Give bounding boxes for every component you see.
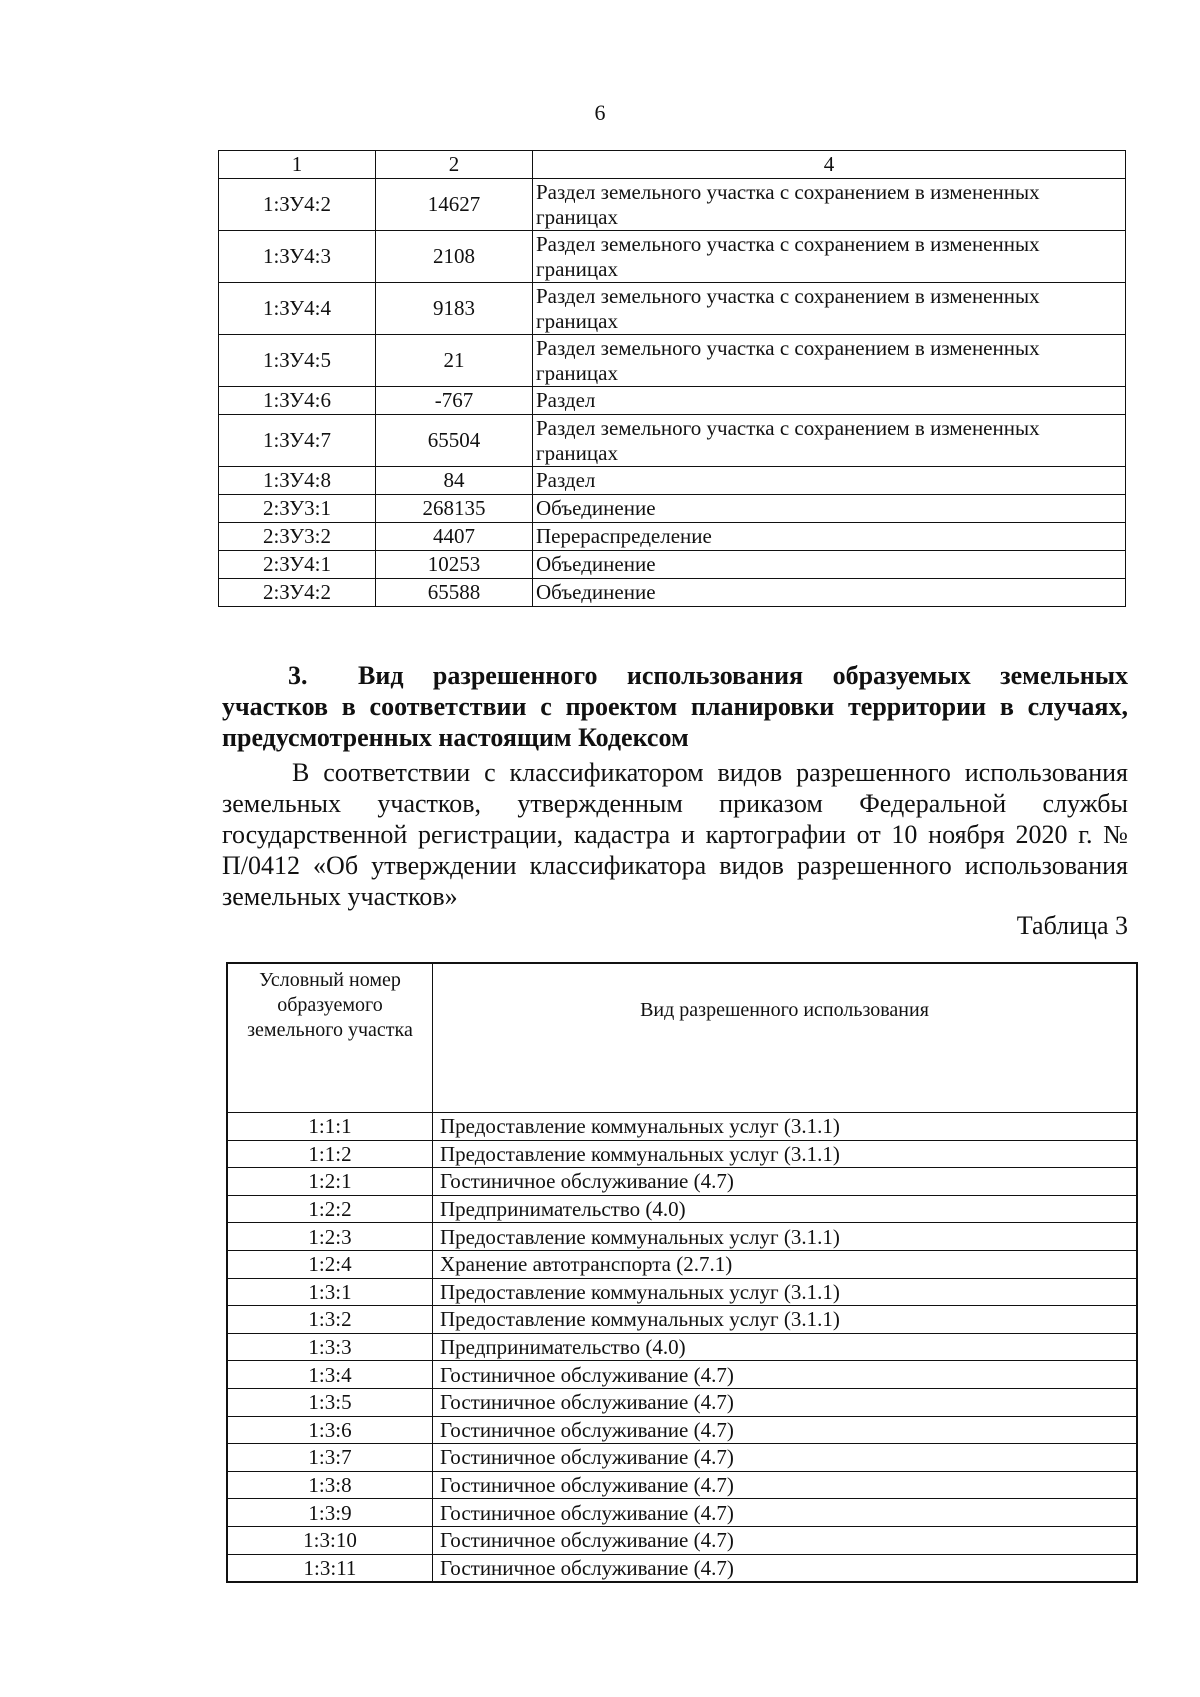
table-row: [219, 467, 1126, 495]
plot-code-cell: 1:ЗУ4:8: [219, 467, 376, 495]
column-header-4: 4: [533, 151, 1126, 179]
land-plots-table-continuation: [218, 150, 1126, 607]
table-row: [219, 283, 1126, 335]
table-row: [227, 1554, 1137, 1582]
formation-method-cell: Объединение: [533, 495, 1126, 523]
plot-number-cell: 1:3:4: [227, 1361, 433, 1389]
plot-number-cell: 1:3:10: [227, 1526, 433, 1554]
table-row: [227, 1471, 1137, 1499]
permitted-use-cell: Гостиничное обслуживание (4.7): [433, 1444, 1138, 1472]
permitted-use-cell: Гостиничное обслуживание (4.7): [433, 1554, 1138, 1582]
permitted-use-table: [226, 962, 1138, 1583]
plot-code-cell: 2:ЗУ4:1: [219, 551, 376, 579]
formation-method-cell: Перераспределение: [533, 523, 1126, 551]
table-row: [227, 1250, 1137, 1278]
table-row: [219, 335, 1126, 387]
table-row: [227, 1306, 1137, 1334]
plot-number-cell: 1:3:3: [227, 1333, 433, 1361]
table-row: [227, 1499, 1137, 1527]
section-heading-text: Вид разрешенного использования образуемых земельных участков в соответствии с проектом планировки территории в случаях, предусмотренных настоящим Кодексом: [222, 661, 1128, 752]
plot-code-cell: 1:ЗУ4:7: [219, 415, 376, 467]
column-header-permitted-use: Вид разрешенного использования: [433, 963, 1138, 1113]
plot-code-cell: 2:ЗУ4:2: [219, 579, 376, 607]
permitted-use-cell: Предоставление коммунальных услуг (3.1.1): [433, 1113, 1138, 1141]
permitted-use-cell: Гостиничное обслуживание (4.7): [433, 1361, 1138, 1389]
area-cell: 14627: [376, 179, 533, 231]
permitted-use-cell: Гостиничное обслуживание (4.7): [433, 1471, 1138, 1499]
table-row: [227, 1526, 1137, 1554]
formation-method-cell: Раздел земельного участка с сохранением в измененных границах: [533, 231, 1126, 283]
formation-method-cell: Объединение: [533, 579, 1126, 607]
permitted-use-cell: Предпринимательство (4.0): [433, 1195, 1138, 1223]
permitted-use-cell: Предоставление коммунальных услуг (3.1.1): [433, 1278, 1138, 1306]
table-caption: Таблица 3: [1016, 911, 1128, 940]
table-row: [227, 1195, 1137, 1223]
area-cell: 10253: [376, 551, 533, 579]
plot-number-cell: 1:3:6: [227, 1416, 433, 1444]
plot-number-cell: 1:2:3: [227, 1223, 433, 1251]
formation-method-cell: Раздел земельного участка с сохранением в измененных границах: [533, 179, 1126, 231]
area-cell: 21: [376, 335, 533, 387]
plot-code-cell: 1:ЗУ4:3: [219, 231, 376, 283]
table-row: [227, 1333, 1137, 1361]
plot-code-cell: 1:ЗУ4:6: [219, 387, 376, 415]
table-body: [219, 179, 1126, 607]
formation-method-cell: Раздел: [533, 467, 1126, 495]
formation-method-cell: Раздел: [533, 387, 1126, 415]
table-row: [227, 1388, 1137, 1416]
permitted-use-cell: Предоставление коммунальных услуг (3.1.1): [433, 1140, 1138, 1168]
table-row: [227, 1444, 1137, 1472]
table-row: [227, 1223, 1137, 1251]
permitted-use-cell: Хранение автотранспорта (2.7.1): [433, 1250, 1138, 1278]
formation-method-cell: Раздел земельного участка с сохранением в измененных границах: [533, 415, 1126, 467]
table-body: [227, 1113, 1137, 1583]
area-cell: 65504: [376, 415, 533, 467]
permitted-use-cell: Гостиничное обслуживание (4.7): [433, 1168, 1138, 1196]
table-row: [227, 1361, 1137, 1389]
table-row: [219, 523, 1126, 551]
permitted-use-cell: Предоставление коммунальных услуг (3.1.1): [433, 1306, 1138, 1334]
permitted-use-cell: Гостиничное обслуживание (4.7): [433, 1499, 1138, 1527]
column-header-2: 2: [376, 151, 533, 179]
plot-number-cell: 1:2:4: [227, 1250, 433, 1278]
table-row: [219, 231, 1126, 283]
column-header-1: 1: [219, 151, 376, 179]
permitted-use-cell: Предпринимательство (4.0): [433, 1333, 1138, 1361]
plot-number-cell: 1:3:9: [227, 1499, 433, 1527]
plot-number-cell: 1:3:8: [227, 1471, 433, 1499]
plot-number-cell: 1:1:1: [227, 1113, 433, 1141]
area-cell: 84: [376, 467, 533, 495]
plot-code-cell: 2:ЗУ3:1: [219, 495, 376, 523]
area-cell: 268135: [376, 495, 533, 523]
table-row: [227, 1113, 1137, 1141]
table-row: [219, 387, 1126, 415]
table-row: [219, 495, 1126, 523]
column-header-plot-number: Условный номер образуемого земельного участка: [227, 963, 433, 1113]
area-cell: 65588: [376, 579, 533, 607]
table-row: [219, 179, 1126, 231]
plot-code-cell: 1:ЗУ4:5: [219, 335, 376, 387]
table-row: [227, 1168, 1137, 1196]
section-body: В соответствии с классификатором видов разрешенного использования земельных участков, утвержденным приказом Федеральной службы государственной регистрации, кадастра и картографии от 10 ноября 2020 г. № П/0412 «Об утверждении классификатора видов разрешенного использования земельных участков»: [222, 758, 1128, 911]
permitted-use-cell: Гостиничное обслуживание (4.7): [433, 1416, 1138, 1444]
table-header-row: [219, 151, 1126, 179]
plot-number-cell: 1:3:1: [227, 1278, 433, 1306]
table-header-row: [227, 963, 1137, 1113]
plot-code-cell: 2:ЗУ3:2: [219, 523, 376, 551]
plot-number-cell: 1:3:5: [227, 1388, 433, 1416]
area-cell: 9183: [376, 283, 533, 335]
area-cell: 4407: [376, 523, 533, 551]
formation-method-cell: Объединение: [533, 551, 1126, 579]
plot-number-cell: 1:2:1: [227, 1168, 433, 1196]
formation-method-cell: Раздел земельного участка с сохранением в измененных границах: [533, 335, 1126, 387]
page-number: 6: [594, 100, 606, 125]
area-cell: 2108: [376, 231, 533, 283]
plot-code-cell: 1:ЗУ4:2: [219, 179, 376, 231]
area-cell: -767: [376, 387, 533, 415]
plot-number-cell: 1:3:11: [227, 1554, 433, 1582]
plot-number-cell: 1:3:7: [227, 1444, 433, 1472]
permitted-use-cell: Гостиничное обслуживание (4.7): [433, 1388, 1138, 1416]
plot-number-cell: 1:3:2: [227, 1306, 433, 1334]
plot-number-cell: 1:1:2: [227, 1140, 433, 1168]
table-row: [227, 1140, 1137, 1168]
permitted-use-cell: Гостиничное обслуживание (4.7): [433, 1526, 1138, 1554]
plot-code-cell: 1:ЗУ4:4: [219, 283, 376, 335]
table-row: [227, 1278, 1137, 1306]
permitted-use-cell: Предоставление коммунальных услуг (3.1.1): [433, 1223, 1138, 1251]
section-number: 3.: [288, 661, 308, 690]
plot-number-cell: 1:2:2: [227, 1195, 433, 1223]
table-row: [219, 551, 1126, 579]
table-row: [219, 579, 1126, 607]
formation-method-cell: Раздел земельного участка с сохранением в измененных границах: [533, 283, 1126, 335]
section-3: [222, 660, 1128, 912]
section-heading: [222, 660, 1128, 753]
table-row: [219, 415, 1126, 467]
table-row: [227, 1416, 1137, 1444]
